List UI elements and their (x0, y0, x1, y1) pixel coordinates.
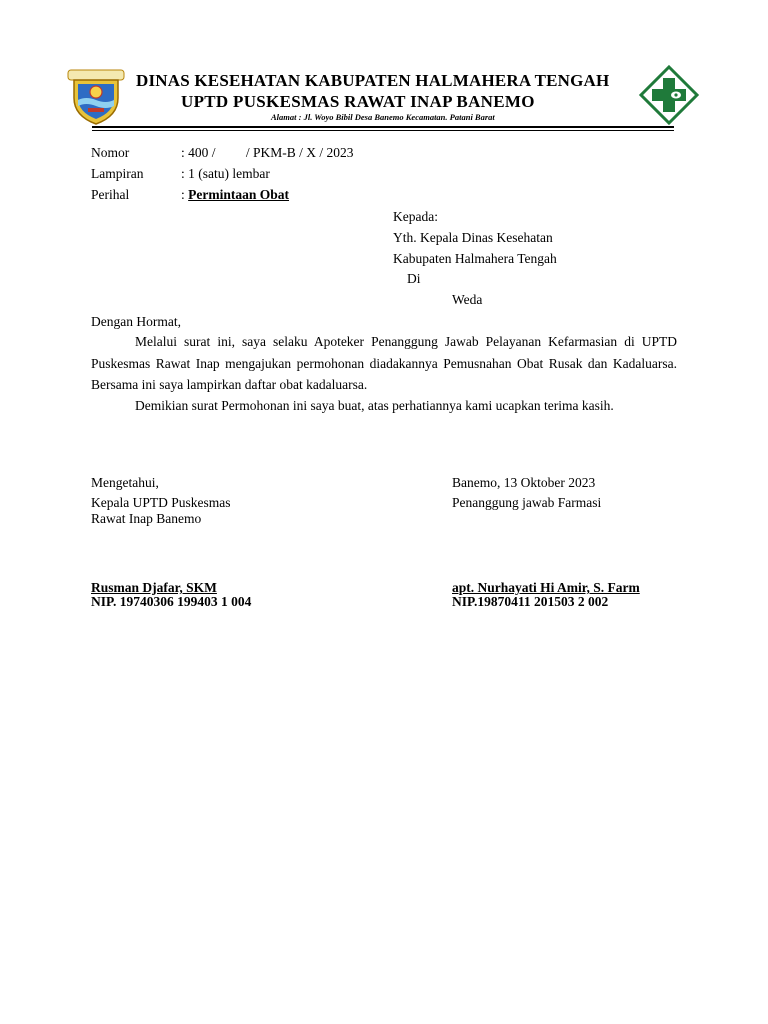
lampiran-value: : 1 (satu) lembar (181, 166, 270, 181)
body-paragraph-2: Demikian surat Permohonan ini saya buat, atas perhatiannya kami ucapkan terima kasih. (135, 398, 614, 413)
sig-right-title: Penanggung jawab Farmasi (452, 495, 602, 510)
perihal-label: Perihal (91, 187, 130, 202)
puskesmas-cross-icon (638, 64, 700, 126)
sig-right-date: Banemo, 13 Oktober 2023 (452, 475, 596, 490)
sig-left-nip: NIP. 19740306 199403 1 004 (91, 594, 252, 609)
sig-left-title-2: Rawat Inap Banemo (91, 511, 202, 526)
perihal-colon: : (181, 187, 189, 202)
letterhead-title-agency: DINAS KESEHATAN KABUPATEN HALMAHERA TENGAH (136, 71, 610, 90)
letterhead-divider-thin (92, 130, 674, 131)
letterhead-title-puskesmas: UPTD PUSKESMAS RAWAT INAP BANEMO (181, 92, 535, 111)
sig-left-label: Mengetahui, (91, 475, 159, 490)
recipient-di: Di (407, 271, 421, 286)
recipient-kepada: Kepada: (393, 209, 438, 224)
recipient-yth: Yth. Kepala Dinas Kesehatan (393, 230, 553, 245)
sig-right-name: apt. Nurhayati Hi Amir, S. Farm (452, 580, 640, 595)
lampiran-label: Lampiran (91, 166, 144, 181)
letterhead-address: Alamat : Jl. Woyo Bibil Desa Banemo Kecamatan. Patani Barat (271, 112, 495, 122)
body-paragraph-1: Melalui surat ini, saya selaku Apoteker Penanggung Jawab Pelayanan Kefarmasian di UPTD Puskesmas Rawat Inap mengajukan permohonan diadakannya Pemusnahan Obat Rusak dan Kadaluarsa. Bersama ini saya lampirkan daftar obat kadaluarsa. (91, 334, 677, 392)
recipient-place: Weda (452, 292, 483, 307)
perihal-value: Permintaan Obat (188, 187, 290, 202)
nomor-value: : 400 / / PKM-B / X / 2023 (181, 145, 354, 160)
greeting: Dengan Hormat, (91, 314, 181, 329)
nomor-label: Nomor (91, 145, 130, 160)
regency-crest-icon (66, 68, 126, 126)
sig-left-title-1: Kepala UPTD Puskesmas (91, 495, 231, 510)
perihal-row (181, 187, 289, 203)
letterhead-divider-thick (92, 126, 674, 128)
sig-left-name: Rusman Djafar, SKM (91, 580, 217, 595)
recipient-kabupaten: Kabupaten Halmahera Tengah (393, 251, 557, 266)
sig-right-nip: NIP.19870411 201503 2 002 (452, 594, 609, 609)
